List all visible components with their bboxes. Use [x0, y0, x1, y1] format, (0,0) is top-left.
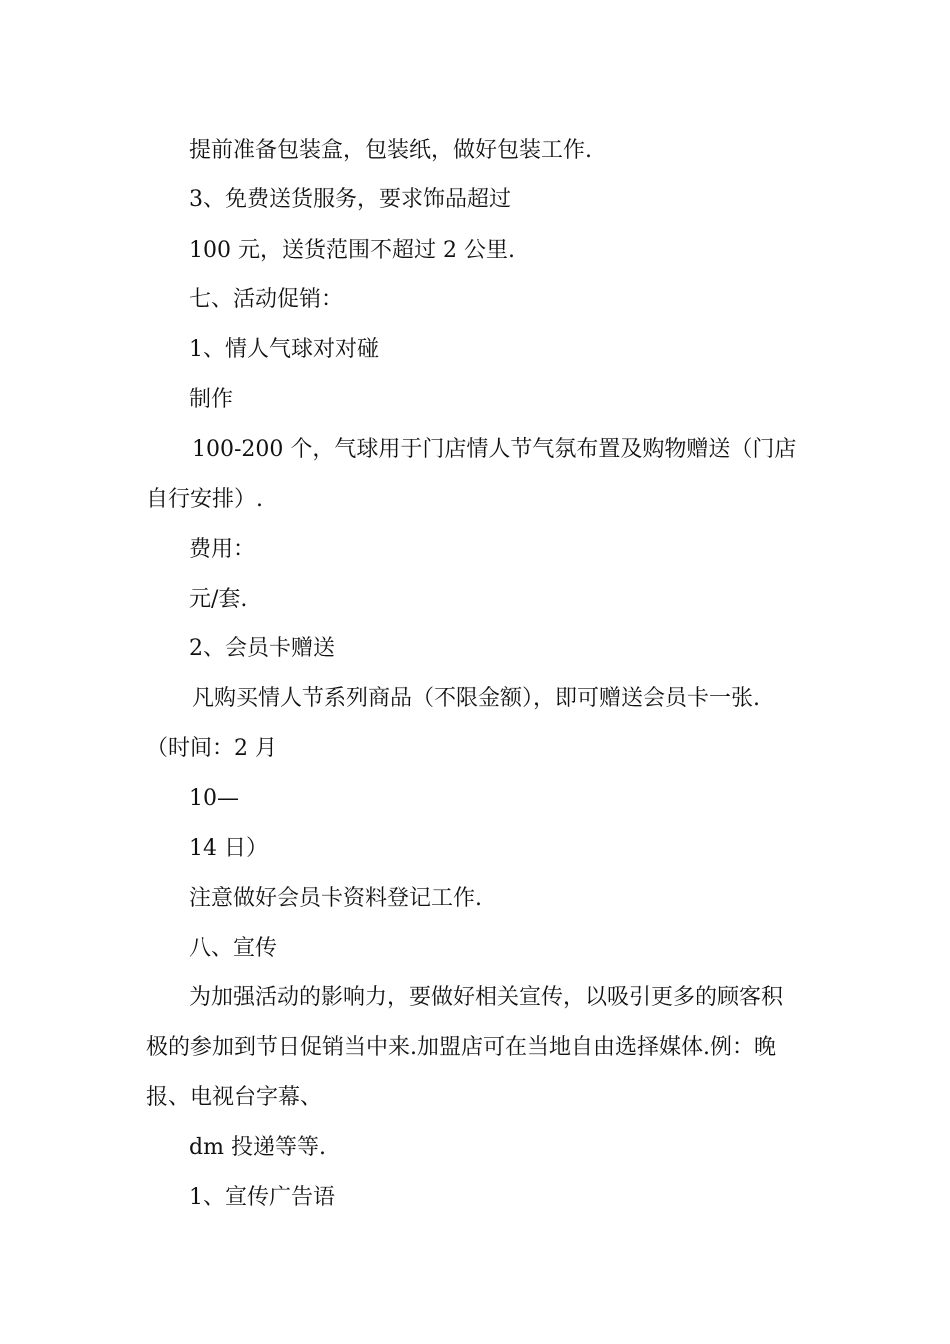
text-line: 提前准备包装盒，包装纸，做好包装工作.: [189, 138, 592, 163]
subsection-heading: 1、情人气球对对碰: [189, 337, 379, 362]
text-line: 14 日）: [189, 836, 268, 861]
text-line: dm 投递等等.: [189, 1135, 326, 1160]
text-line: 报、电视台字幕、: [146, 1085, 323, 1110]
text-line: 注意做好会员卡资料登记工作.: [189, 886, 482, 911]
text-line: 3、免费送货服务，要求饰品超过: [189, 187, 511, 212]
subsection-heading: 1、宣传广告语: [189, 1185, 335, 1210]
text-line: 自行安排）.: [146, 487, 263, 512]
text-line: （时间：2 月: [146, 736, 277, 761]
text-line: 制作: [189, 387, 234, 412]
text-line: 元/套.: [189, 587, 248, 612]
text-line: 100-200 个，气球用于门店情人节气氛布置及购物赠送（门店: [192, 437, 797, 462]
text-line: 100 元，送货范围不超过 2 公里.: [189, 238, 515, 263]
text-line: 为加强活动的影响力，要做好相关宣传，以吸引更多的顾客积: [189, 985, 784, 1010]
text-line: 凡购买情人节系列商品（不限金额），即可赠送会员卡一张.: [192, 686, 760, 711]
section-heading: 八、宣传: [189, 936, 278, 961]
section-heading: 七、活动促销：: [189, 287, 344, 312]
text-line: 极的参加到节日促销当中来.加盟店可在当地自由选择媒体.例：晚: [146, 1035, 776, 1060]
text-line: 10—: [189, 786, 239, 811]
subsection-heading: 2、会员卡赠送: [189, 636, 335, 661]
text-line: 费用：: [189, 537, 256, 562]
